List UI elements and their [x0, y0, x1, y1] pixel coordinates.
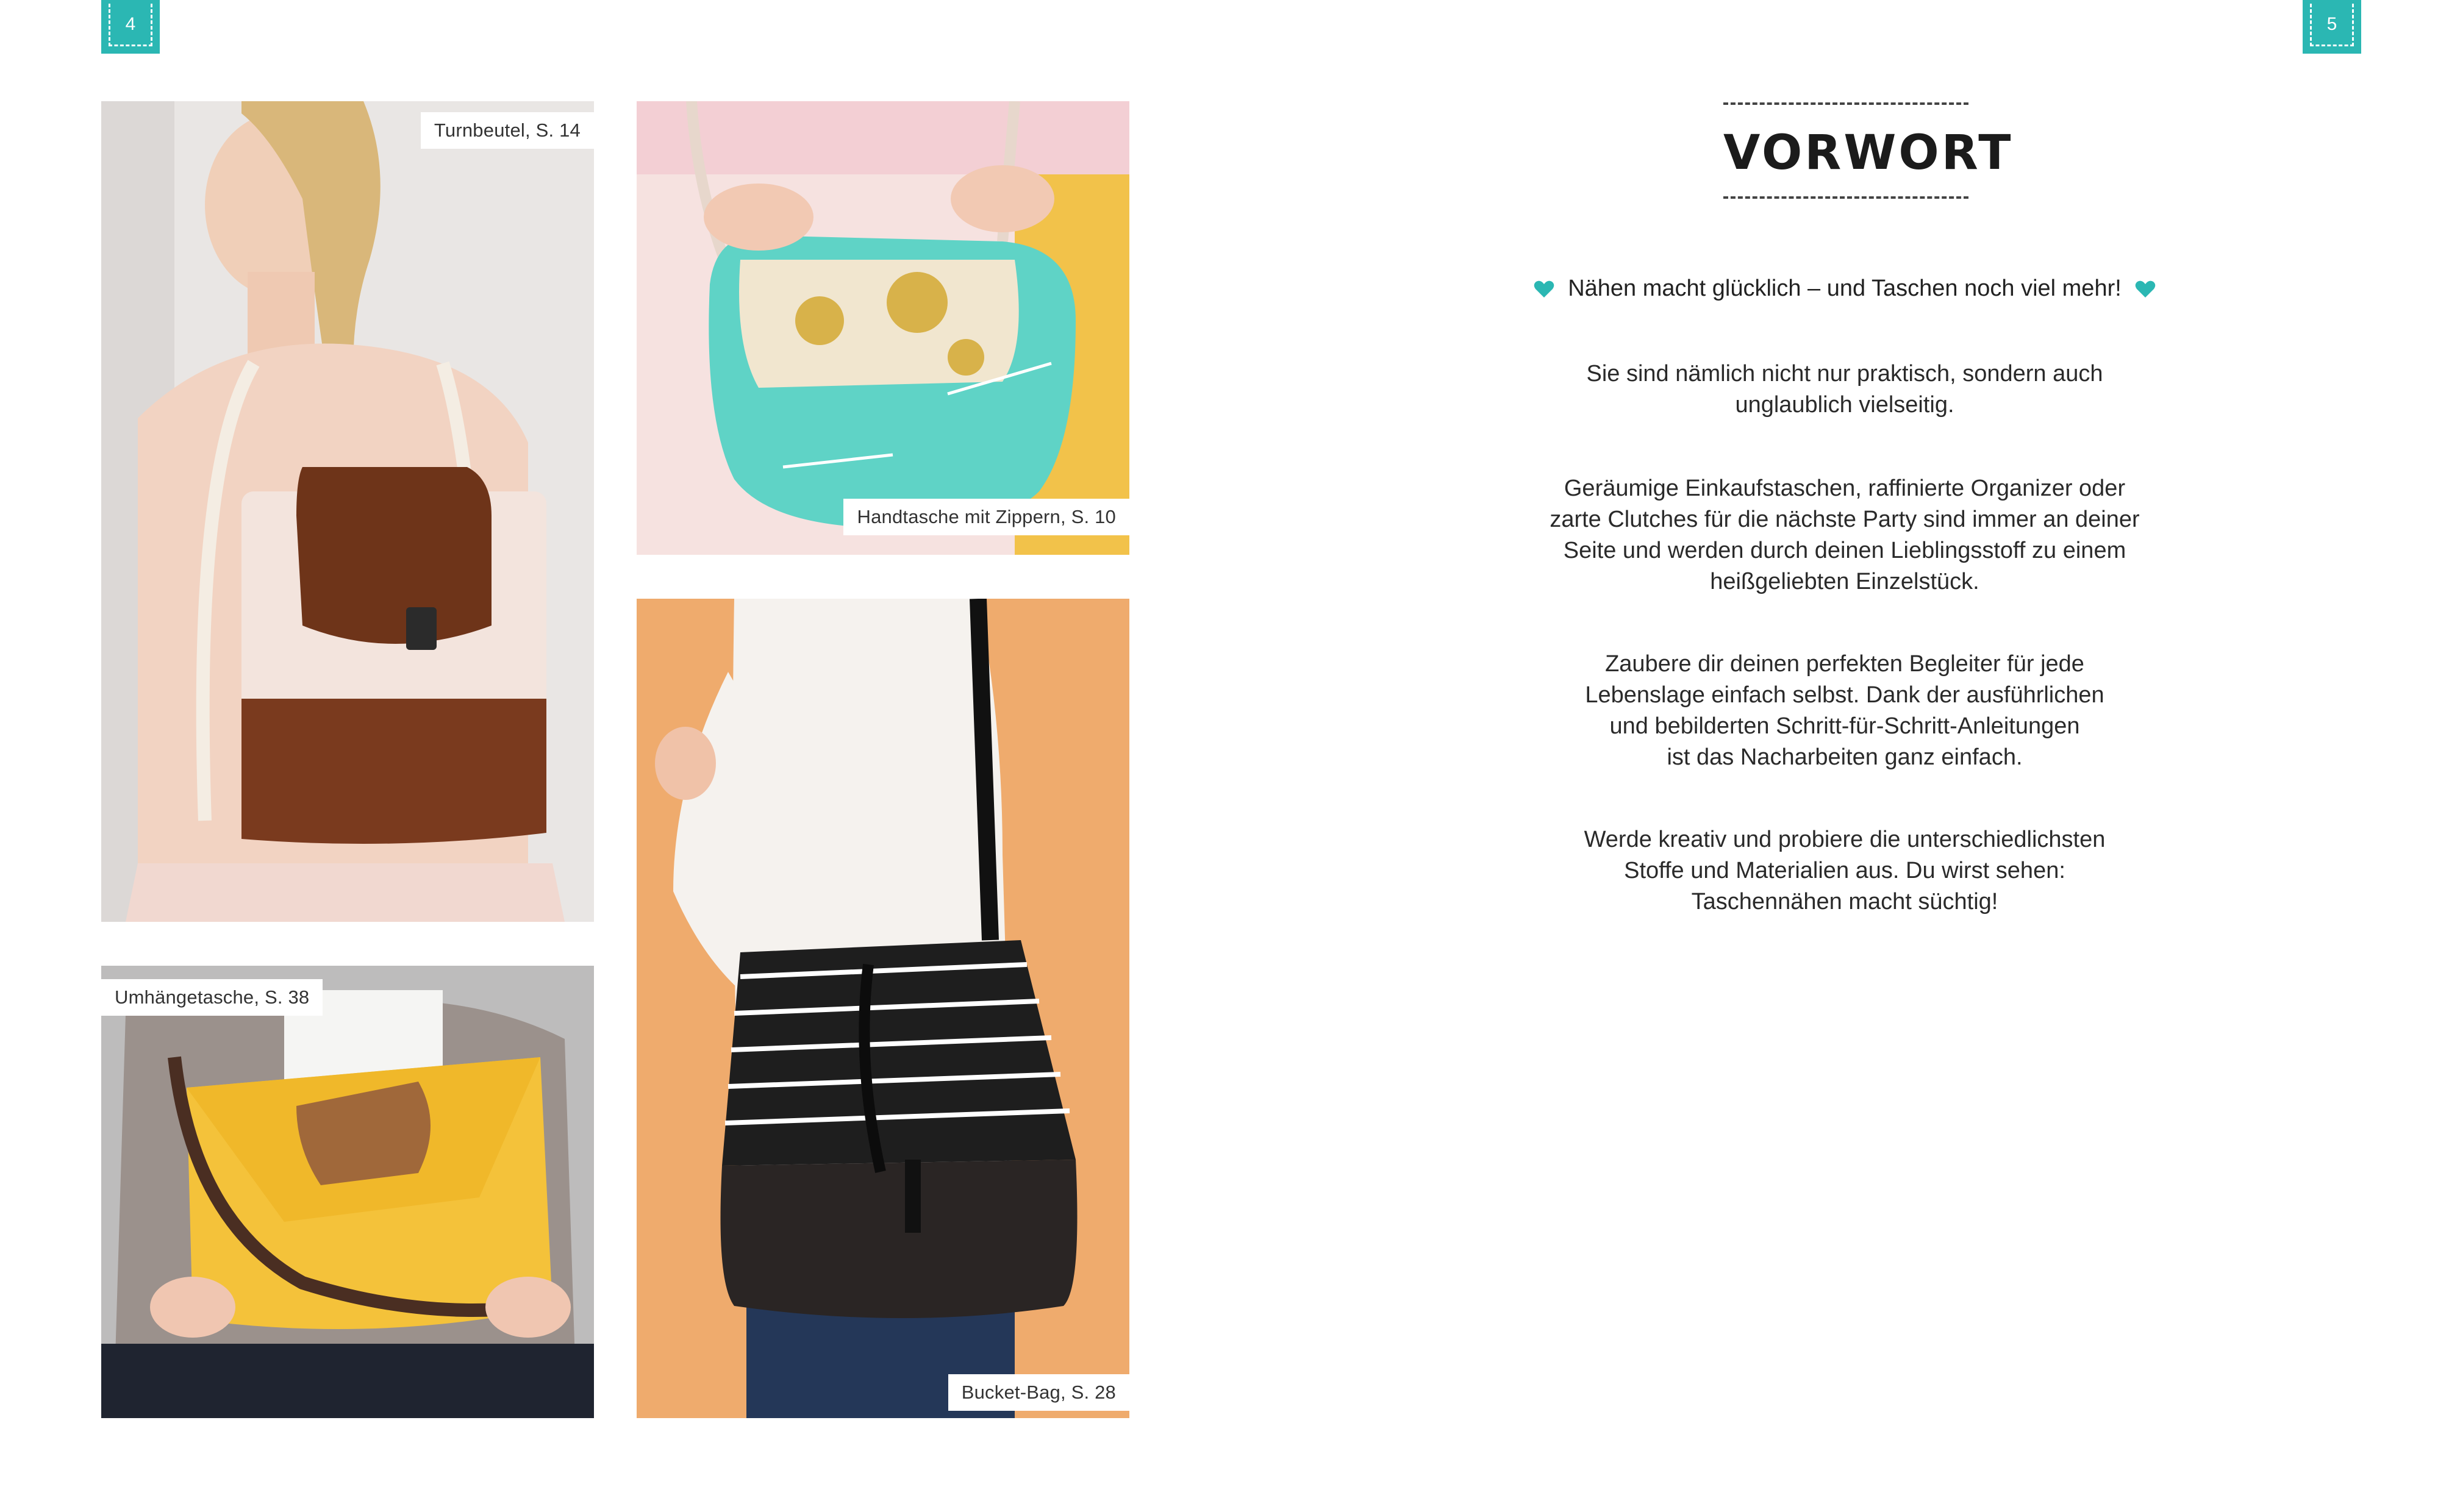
page-title: VORWORT	[1723, 126, 2014, 180]
paragraph-line: ist das Nacharbeiten ganz einfach.	[1667, 744, 2023, 770]
foreword-paragraph	[1476, 649, 2214, 773]
foreword-paragraph	[1476, 358, 2214, 421]
foreword-paragraph	[1476, 824, 2214, 918]
page-number-badge-left	[101, 0, 160, 54]
caption-handtasche: Handtasche mit Zippern, S. 10	[843, 499, 1129, 535]
heart-icon	[1534, 280, 1554, 298]
foreword-title-block	[1723, 102, 2014, 199]
tagline-text: Nähen macht glücklich – und Taschen noch viel mehr!	[1568, 276, 2122, 301]
title-divider-bottom	[1723, 196, 1968, 199]
shoulder-bag-photo-illustration	[101, 966, 594, 1418]
paragraph-line: Sie sind nämlich nicht nur praktisch, sondern auch	[1586, 361, 2103, 387]
page-number-left: 4	[125, 13, 136, 34]
photo-umhaengetasche	[101, 966, 594, 1418]
caption-turnbeutel: Turnbeutel, S. 14	[421, 112, 594, 149]
paragraph-line: Taschennähen macht süchtig!	[1691, 889, 1998, 915]
paragraph-line: Werde kreativ und probiere die unterschiedlichsten	[1584, 827, 2106, 852]
paragraph-line: und bebilderten Schritt-für-Schritt-Anleitungen	[1609, 713, 2080, 739]
foreword-tagline	[1476, 276, 2214, 302]
caption-bucket-bag: Bucket-Bag, S. 28	[948, 1374, 1129, 1411]
page-number-badge-right	[2303, 0, 2361, 54]
paragraph-line: heißgeliebten Einzelstück.	[1710, 569, 1979, 594]
paragraph-line: Stoffe und Materialien aus. Du wirst sehen:	[1624, 858, 2065, 883]
photo-bucket-bag	[637, 599, 1129, 1418]
paragraph-line: Lebenslage einfach selbst. Dank der ausführlichen	[1585, 682, 2104, 708]
foreword-paragraph	[1476, 473, 2214, 597]
caption-umhaengetasche: Umhängetasche, S. 38	[101, 979, 323, 1016]
paragraph-line: Zaubere dir deinen perfekten Begleiter für jede	[1605, 651, 2084, 677]
paragraph-line: Seite und werden durch deinen Lieblingsstoff zu einem	[1563, 538, 2126, 563]
page-number-right: 5	[2326, 13, 2337, 34]
photo-handtasche	[637, 101, 1129, 555]
handbag-photo-illustration	[637, 101, 1129, 555]
paragraph-line: zarte Clutches für die nächste Party sind immer an deiner	[1550, 507, 2140, 532]
photo-turnbeutel	[101, 101, 594, 922]
paragraph-line: Geräumige Einkaufstaschen, raffinierte Organizer oder	[1564, 476, 2126, 501]
backpack-photo-illustration	[101, 101, 594, 922]
bucket-bag-photo-illustration	[637, 599, 1129, 1418]
heart-icon	[2135, 280, 2156, 298]
paragraph-line: unglaublich vielseitig.	[1735, 392, 1954, 418]
